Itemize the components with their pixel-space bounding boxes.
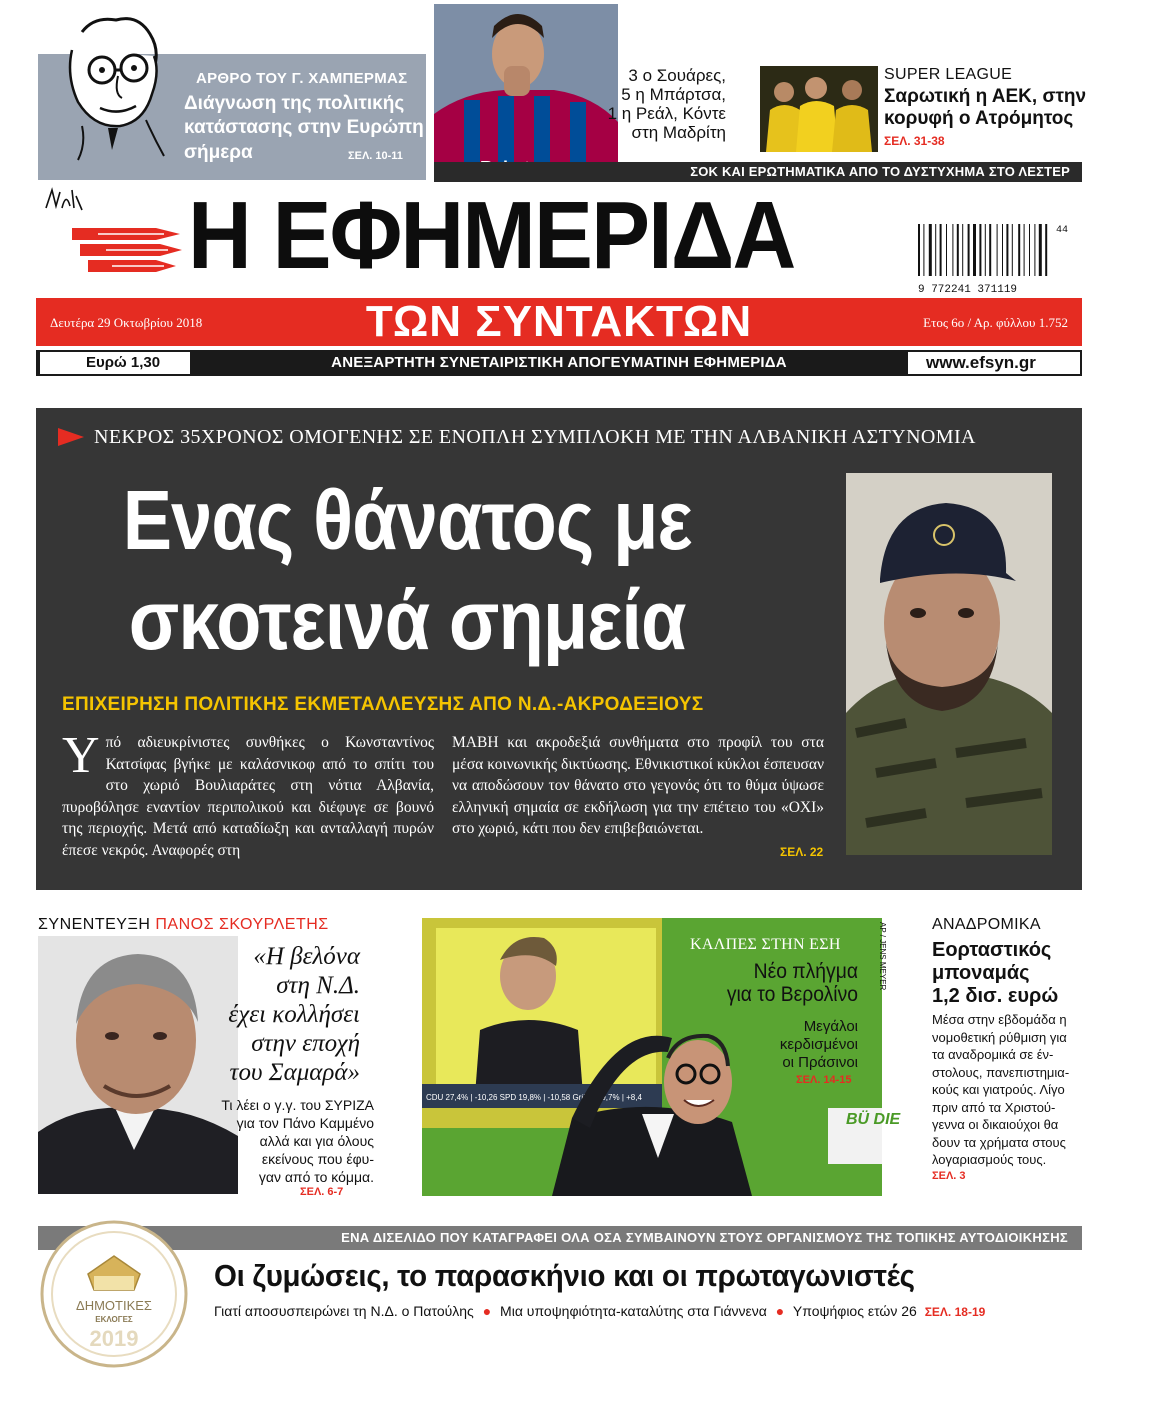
- man-in-cap-photo-illustration: [846, 473, 1052, 855]
- barcode-bar: [923, 224, 924, 276]
- barcode-bar: [1029, 224, 1030, 276]
- issue-number: Ετος 6ο / Αρ. φύλλου 1.752: [923, 315, 1068, 330]
- retroactive-title-1: Εορταστικός: [932, 939, 1052, 961]
- lester-headline-bar[interactable]: [434, 162, 1082, 182]
- retroactive-summary-6: πριν από τα Χριστού-: [932, 1099, 1056, 1115]
- retroactive-summary-7: γεννα οι δικαιούχοι θα: [932, 1117, 1059, 1132]
- barcode-addon: 44: [1056, 225, 1069, 236]
- elections-item-1: Γιατί αποσυσπειρώνει τη Ν.Δ. ο Πατούλης: [214, 1303, 474, 1319]
- habermas-caricature-illustration: [42, 10, 172, 160]
- berlin-summary-2: κερδισμένοι: [779, 1036, 858, 1053]
- superleague-title-2: κορυφή ο Ατρόμητος: [884, 108, 1074, 129]
- quote-line-4: στην εποχή: [251, 1030, 360, 1057]
- interview-summary-3: αλλά και για όλους: [259, 1133, 374, 1149]
- habermas-title-3: σήμερα: [184, 142, 253, 163]
- main-headline-line-2: σκοτεινά σημεία: [128, 573, 686, 667]
- superleague-title-1: Σαρωτική η ΑΕΚ, στην: [884, 86, 1087, 107]
- main-subhead: ΕΠΙΧΕΙΡΗΣΗ ΠΟΛΙΤΙΚΗΣ ΕΚΜΕΤΑΛΛΕΥΣΗΣ ΑΠΟ Ν.Δ.-ΑΚΡΟΔΕΞΙΟΥΣ: [62, 694, 704, 715]
- masthead-title: Η ΕΦΗΜΕΡΙΔΑ: [188, 182, 795, 289]
- retroactive-pages: ΣΕΛ. 3: [932, 1169, 966, 1182]
- website-link[interactable]: www.efsyn.gr: [926, 353, 1036, 372]
- municipal-elections-badge-icon: [38, 1218, 190, 1370]
- elections-pages: ΣΕΛ. 18-19: [924, 1305, 986, 1319]
- suarez-photo-illustration: [434, 4, 618, 180]
- barcode-bar: [918, 224, 920, 276]
- elections-items: [214, 1303, 985, 1319]
- bullet-icon: ●: [775, 1303, 785, 1319]
- barcode-bar: [962, 224, 963, 276]
- interview-pages: ΣΕΛ. 6-7: [300, 1186, 344, 1198]
- barcode-bar: [985, 224, 986, 276]
- barcode-bar: [1012, 224, 1013, 276]
- issue-date: Δευτέρα 29 Οκτωβρίου 2018: [50, 315, 203, 330]
- habermas-title-2: κατάστασης στην Ευρώπη: [184, 117, 424, 138]
- retroactive-title-2: μποναμάς: [932, 962, 1030, 984]
- main-kicker: ΝΕΚΡΟΣ 35ΧΡΟΝΟΣ ΟΜΟΓΕΝΗΣ ΣΕ ΕΝΟΠΛΗ ΣΥΜΠΛΟΚΗ ΜΕ ΤΗΝ ΑΛΒΑΝΙΚΗ ΑΣΤΥΝΟΜΙΑ: [94, 426, 976, 448]
- dropcap: Υ: [62, 727, 100, 784]
- berlin-title[interactable]: [713, 960, 858, 1006]
- masthead-red-bar: [36, 298, 1082, 346]
- main-body-text-1: πό αδιευκρίνιστες συνθήκες ο Κωνσταντίνος Κατσίφας βγήκε με καλάσνικοφ από το σπίτι του στο χωριό Βουλιαράτες στη νότια Αλβανία, πυροβόλησε εναντίον περιπολικού και διέφυγε σε βουνό της περιοχής. Μετά από καταδίωξη και ανταλλαγή πυρών έπεσε νεκρός. Αναφορές στη: [62, 734, 434, 859]
- retroactive-title: [932, 939, 1082, 1008]
- superleague-pages: ΣΕΛ. 31-38: [884, 134, 945, 148]
- football-teaser-text[interactable]: [600, 66, 726, 142]
- barcode-bar: [973, 224, 976, 276]
- retroactive-title-3: 1,2 δισ. ευρώ: [932, 985, 1059, 1007]
- berlin-summary: [740, 1018, 858, 1072]
- interview-name: ΠΑΝΟΣ ΣΚΟΥΡΛΕΤΗΣ: [155, 916, 329, 933]
- main-headline[interactable]: [64, 470, 750, 670]
- berlin-summary-1: Μεγάλοι: [803, 1018, 858, 1035]
- retroactive-story[interactable]: [932, 916, 1082, 1182]
- barcode-bar: [979, 224, 981, 276]
- barcode-bar: [1034, 224, 1035, 276]
- barcode-bar: [1024, 224, 1025, 276]
- retroactive-summary-8: δουν τα χρήματα στους: [932, 1134, 1066, 1150]
- main-headline-line-1: Ενας θάνατος με: [122, 473, 692, 567]
- cartoonist-signature-illustration: [44, 186, 84, 214]
- barcode-bar: [1006, 224, 1008, 276]
- interview-summary-2: για τον Πάνο Καμμένο: [236, 1115, 374, 1131]
- red-arrow-icon: [58, 428, 84, 446]
- elections-bar-text: ΕΝΑ ΔΙΣΕΛΙΔΟ ΠΟΥ ΚΑΤΑΓΡΑΦΕΙ ΟΛΑ ΟΣΑ ΣΥΜΒΑΙΝΟΥΝ ΣΤΟΥΣ ΟΡΓΑΝΙΣΜΟΥΣ ΤΗΣ ΤΟΠΙΚΗΣ ΑΥΤΟΔΙΟΙΚΗΣΗΣ: [341, 1230, 1068, 1245]
- main-story-photo[interactable]: [846, 473, 1052, 855]
- retroactive-summary-9: λογαριασμούς τους.: [932, 1152, 1047, 1167]
- barcode-number: 9 772241 371119: [918, 284, 1018, 296]
- barcode-bar: [935, 224, 936, 276]
- quote-line-3: έχει κολλήσει: [228, 1001, 360, 1028]
- barcode-bar: [946, 224, 947, 276]
- badge-year: 2019: [89, 1326, 139, 1351]
- badge-line-1: ΔΗΜΟΤΙΚΕΣ: [76, 1298, 152, 1313]
- badge-line-2: ΕΚΛΟΓΕΣ: [95, 1315, 133, 1324]
- elections-bar: [38, 1226, 1082, 1250]
- green-party-banner: BÜ DIE: [846, 1111, 901, 1128]
- interview-header[interactable]: [38, 916, 329, 934]
- habermas-kicker: ΑΡΘΡΟ ΤΟΥ Γ. ΧΑΜΠΕΡΜΑΣ: [196, 70, 408, 87]
- barcode-bar: [989, 224, 991, 276]
- bullet-icon: ●: [482, 1303, 492, 1319]
- quote-line-5: του Σαμαρά»: [229, 1059, 360, 1086]
- main-body-col-2: [452, 732, 824, 840]
- lester-headline: ΣΟΚ ΚΑΙ ΕΡΩΤΗΜΑΤΙΚΑ ΑΠΟ ΤΟ ΔΥΣΤΥΧΗΜΑ ΣΤΟ ΛΕΣΤΕΡ: [690, 164, 1070, 179]
- main-body-col-1: [62, 727, 434, 861]
- barcode-bar: [997, 224, 998, 276]
- main-body-text-2: ΜΑΒΗ και ακροδεξιά συνθήματα στο προφίλ του στα μέσα κοινωνικής δικτύωσης. Εθνικιστικοί κύκλοι έσπευσαν να αποδώσουν τον θάνατο στο γεγονός ότι το θύμα ύψωσε ελληνική σημαία σε εκδήλωση για την επέτειο του «ΟΧΙ» στο χωριό, κάτι που δεν επιβεβαιώνεται.: [452, 734, 824, 837]
- berlin-kicker: ΚΑΛΠΕΣ ΣΤΗΝ ΕΣΗ: [690, 936, 841, 953]
- barcode-bar: [957, 224, 959, 276]
- retroactive-summary: [932, 1011, 1082, 1169]
- retroactive-summary-4: στολους, πανεπιστημια-: [932, 1064, 1070, 1080]
- masthead-subtitle: ΤΩΝ ΣΥΝΤΑΚΤΩΝ: [365, 297, 753, 346]
- superleague-kicker: SUPER LEAGUE: [884, 66, 1013, 83]
- retroactive-kicker: ΑΝΑΔΡΟΜΙΚΑ: [932, 916, 1041, 933]
- superleague-teaser[interactable]: [884, 66, 1086, 148]
- retroactive-summary-2: νομοθετική ρύθμιση για: [932, 1029, 1067, 1045]
- retroactive-summary-3: τα αναδρομικά σε έν-: [932, 1047, 1054, 1062]
- barcode-bar: [952, 224, 953, 276]
- interview-summary-4: εκείνους που έφυ-: [261, 1151, 374, 1167]
- berlin-title-1: Νέο πλήγμα: [753, 960, 858, 983]
- elections-item-3: Υποψήφιος ετών 26: [792, 1303, 917, 1319]
- pen-nib-logo-icon: [68, 220, 184, 276]
- price: Ευρώ 1,30: [86, 354, 161, 371]
- barcode-bar: [1039, 224, 1042, 276]
- barcode-bar: [1045, 224, 1047, 276]
- masthead-tagline: ΑΝΕΞΑΡΤΗΤΗ ΣΥΝΕΤΑΙΡΙΣΤΙΚΗ ΑΠΟΓΕΥΜΑΤΙΝΗ ΕΦΗΜΕΡΙΔΑ: [331, 354, 787, 371]
- quote-line-2: στη Ν.Δ.: [276, 972, 360, 999]
- barcode-bar: [1018, 224, 1020, 276]
- football-line-4: στη Μαδρίτη: [631, 123, 726, 142]
- suarez-photo[interactable]: [434, 4, 618, 180]
- main-pages: ΣΕΛ. 22: [780, 845, 824, 859]
- retroactive-summary-5: κούς και γιατρούς. Λίγο: [932, 1082, 1065, 1097]
- berlin-title-2: για το Βερολίνο: [726, 983, 858, 1006]
- interview-quote: [180, 942, 360, 1087]
- screen-ticker: CDU 27,4% | -10,26 SPD 19,8% | -10,58 Grüne 19,7% | +8,4: [426, 1093, 642, 1102]
- berlin-pages: ΣΕΛ. 14-15: [796, 1074, 852, 1086]
- price-box: [40, 352, 190, 374]
- football-line-1: 3 ο Σουάρες,: [628, 66, 726, 85]
- retroactive-summary-1: Μέσα στην εβδομάδα η: [932, 1012, 1067, 1027]
- football-line-3: 1 η Ρεάλ, Κόντε: [607, 104, 726, 123]
- habermas-pages: ΣΕΛ. 10-11: [348, 150, 403, 162]
- habermas-title-1: Διάγνωση της πολιτικής: [184, 93, 405, 114]
- interview-summary-1: Τι λέει ο γ.γ. του ΣΥΡΙΖΑ: [221, 1097, 374, 1113]
- aek-players-illustration: [760, 66, 878, 152]
- interview-summary: [180, 1096, 374, 1186]
- barcode-bar: [1002, 224, 1003, 276]
- elections-headline[interactable]: Οι ζυμώσεις, το παρασκήνιο και οι πρωταγωνιστές: [214, 1258, 915, 1293]
- berlin-summary-3: οι Πράσινοι: [782, 1054, 858, 1071]
- quote-line-1: «Η βελόνα: [253, 943, 360, 970]
- aek-photo[interactable]: [760, 66, 878, 152]
- football-line-2: 5 η Μπάρτσα,: [621, 85, 726, 104]
- barcode-bar: [929, 224, 932, 276]
- photo-credit: AP / JENS MEYER: [878, 922, 887, 991]
- interview-kicker: ΣΥΝΕΝΤΕΥΞΗ: [38, 916, 151, 933]
- interview-summary-5: γαν από το κόμμα.: [258, 1169, 374, 1185]
- barcode-bar: [940, 224, 942, 276]
- barcode-illustration: [916, 222, 1082, 294]
- barcode-bar: [968, 224, 970, 276]
- url-box[interactable]: [908, 352, 1080, 374]
- elections-item-2: Μια υποψηφιότητα-καταλύτης στα Γιάννενα: [500, 1303, 767, 1319]
